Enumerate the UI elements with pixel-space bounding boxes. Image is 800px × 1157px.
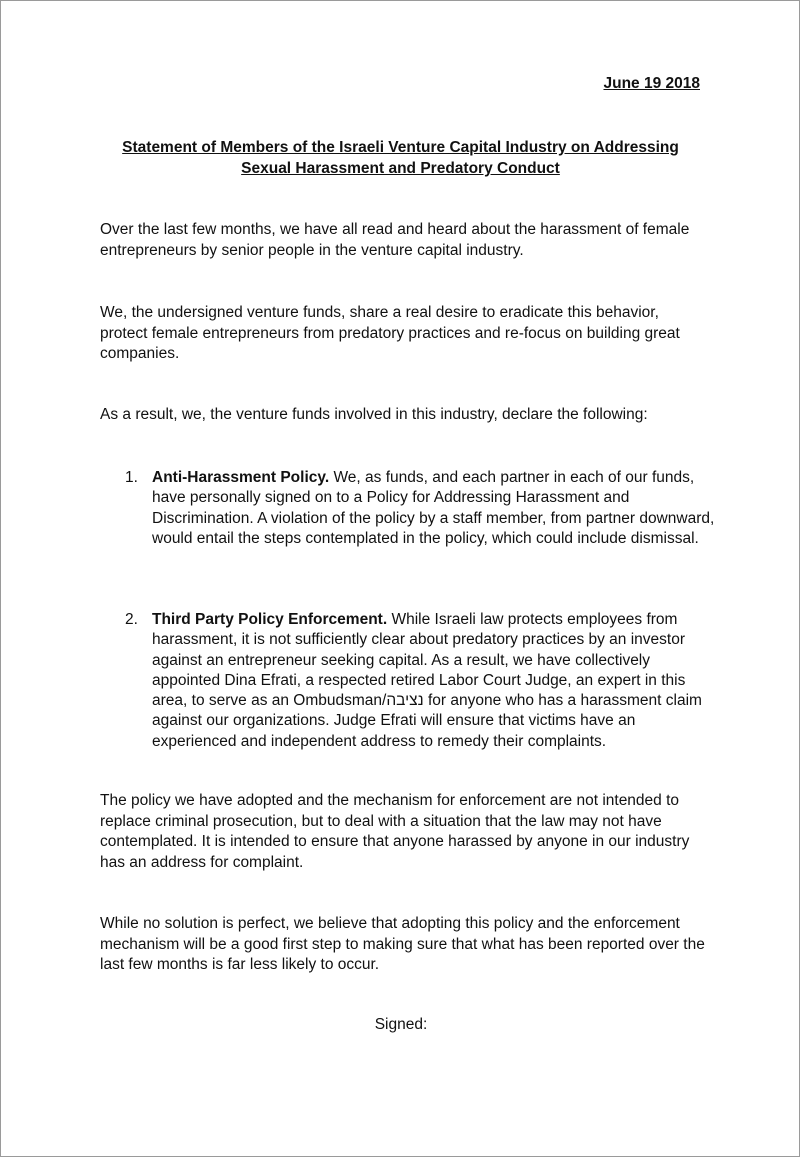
title-line-1: Statement of Members of the Israeli Venture Capital Industry on Addressing bbox=[122, 139, 679, 156]
list-item-heading: Anti-Harassment Policy. bbox=[152, 469, 330, 486]
declaration-paragraph: As a result, we, the venture funds involved in this industry, declare the following: bbox=[100, 406, 648, 423]
list-item-body bbox=[152, 468, 715, 549]
undersigned-paragraph: We, the undersigned venture funds, share a real desire to eradicate this behavior, protect female entrepreneurs from predatory practices and re-focus on building great companies. bbox=[100, 304, 680, 362]
list-item-number: 1. bbox=[125, 469, 138, 486]
conclusion-paragraph: While no solution is perfect, we believe that adopting this policy and the enforcement mechanism will be a good first step to making sure that what has been reported over the last few months is far less likely to occur. bbox=[100, 915, 705, 973]
policy-paragraph: The policy we have adopted and the mechanism for enforcement are not intended to replace criminal prosecution, but to deal with a situation that the law may not have contemplated. It is intended to ensure that anyone harassed by anyone in our industry has an address for complaint. bbox=[100, 792, 690, 871]
list-item-number: 2. bbox=[125, 611, 138, 628]
document-date: June 19 2018 bbox=[603, 75, 700, 92]
list-item-body bbox=[152, 610, 715, 752]
hebrew-term: נציבה bbox=[386, 692, 424, 710]
document-title bbox=[100, 137, 701, 179]
list-item-anti-harassment bbox=[125, 468, 715, 549]
title-line-2: Sexual Harassment and Predatory Conduct bbox=[241, 160, 560, 177]
list-item-text: We, as funds, and each partner in each of our funds, have personally signed on to a Policy for Addressing Harassment and Discrimination. A violation of the policy by a staff member, from partner downward, would entail the steps contemplated in the policy, which could include dismissal. bbox=[152, 469, 715, 547]
intro-paragraph: Over the last few months, we have all read and heard about the harassment of female entrepreneurs by senior people in the venture capital industry. bbox=[100, 221, 690, 259]
list-item-enforcement bbox=[125, 610, 715, 752]
list-item-heading: Third Party Policy Enforcement. bbox=[152, 611, 388, 628]
list-item-text-continued: for anyone who has a harassment claim against our organizations. Judge Efrati will ensure that victims have an experienced and independent address to remedy their complaints. bbox=[152, 692, 702, 750]
list-item-text: While Israeli law protects employees from harassment, it is not sufficiently clear about predatory practices by an investor against an entrepreneur seeking capital. As a result, we have collectively appointed Dina Efrati, a respected retired Labor Court Judge, an expert in this area, to serve as an Ombudsman/ bbox=[152, 611, 686, 710]
signed-label: Signed: bbox=[374, 1016, 428, 1033]
